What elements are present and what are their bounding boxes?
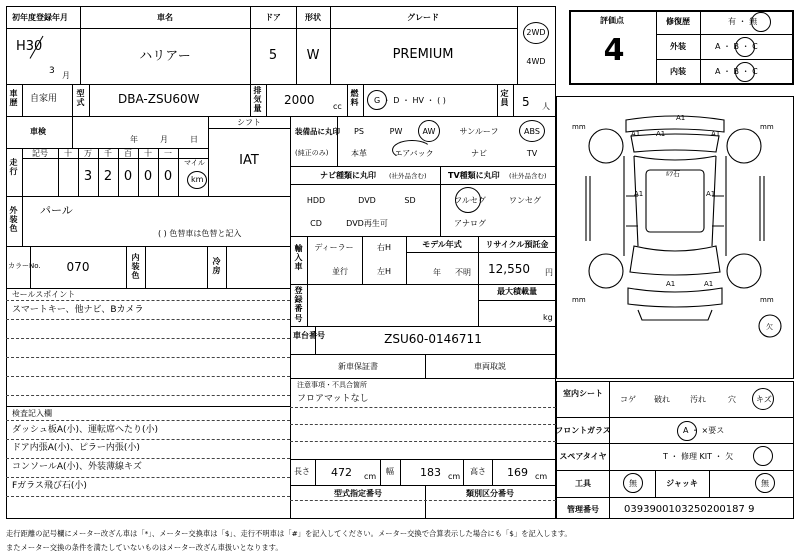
navi-sd: SD [404,196,416,205]
equip-pw: PW [389,127,403,136]
shape-value: W [306,48,320,63]
notices-label: 注意事項・不具合箇所 [297,381,367,389]
mile-unit: マイル [184,159,205,167]
damage-mark-6: A1 [666,280,676,288]
damage-mark-4: A1 [634,190,644,198]
equip-tv: TV [526,149,538,158]
grade-label: グレード [407,13,439,22]
vehicle-manual: 車両取説 [474,362,506,371]
interior-options: A ・ B ・ C [715,67,758,76]
recycle-value: 12,550 [488,262,530,276]
sheet-opt-0: コゲ [620,395,636,404]
equip-airbag-circle [392,140,432,160]
model-name-label: 車名 [157,13,173,22]
equipment-label: 装備品に丸印 [295,127,340,136]
length-label: 長さ [294,467,310,476]
windshield-label: フロントガラス [555,426,611,435]
length-cm: cm [364,472,377,481]
interior-sheet-label: 室内シート [563,389,603,398]
import-left-h: 左H [376,267,392,276]
equip-ps: PS [354,127,364,136]
max-load-kg: kg [543,313,553,322]
equip-aw: AW [422,127,436,136]
interior-label: 内装 [670,67,686,76]
registration-label: 登録番号 [294,286,303,323]
sales-points-text: スマートキー、他ナビ、Bカメラ [12,305,144,315]
car-diagram [556,96,794,379]
max-load-label: 最大積載量 [497,287,537,296]
mileage-digit-5: 0 [163,169,173,184]
navi-cd: CD [310,219,322,228]
type-cert-label-1: 型式指定番号 [334,489,382,498]
color-note: ( ) 色替車は色替と記入 [158,229,242,238]
footer-line-1: 走行距離の記号欄にメーター改ざん車は「*」、メーター交換車は「$」、走行不明車は「#」を記入してください。メーター交換で合算表示した場合にも「$」を記入します。 [6,529,572,538]
height-cm: cm [535,472,548,481]
drive-4wd: 4WD [526,57,546,66]
cc-unit: cc [333,102,342,111]
exterior-label: 外装 [670,42,686,51]
sheet-opt-4: キズ [756,395,772,404]
inspector-note-line-2: コンソールA(小)、外装薄線キズ [12,462,142,472]
type-value: DBA-ZSU60W [118,92,200,106]
digit-header-2: 千 [104,149,112,158]
mileage-digit-3: 0 [123,169,133,184]
mileage-digit-4: 0 [143,169,153,184]
digit-header-5: 一 [164,149,172,158]
recycle-label: リサイクル預託金 [485,240,549,249]
color-value: パール [40,204,73,217]
spare-missing-circle [753,446,773,466]
ac-label: 冷房 [212,257,221,276]
mm-mark-2: mm [760,123,774,131]
navi-dvd-play: DVD再生可 [346,219,388,228]
digit-header-4: 十 [144,149,152,158]
width-label: 幅 [386,467,394,476]
capacity-unit: 人 [542,102,550,111]
displacement-value: 2000 [284,93,315,107]
model-year-unit: 年 [433,268,441,277]
new-car-warranty: 新車保証書 [338,362,378,371]
equip-abs: ABS [524,127,540,136]
import-parallel: 並行 [332,267,348,276]
type-label: 型式 [76,89,85,108]
notices-text: フロアマットなし [297,394,369,404]
roof-note: ﾙﾌ石 [666,170,680,178]
recycle-yen: 円 [545,268,553,277]
damage-mark-0: A1 [676,114,686,122]
height-label: 高さ [470,467,486,476]
inspection-day: 日 [190,135,198,144]
digit-header-3: 百 [124,149,132,158]
damage-mark-7: A1 [704,280,714,288]
management-label: 管理番号 [567,505,599,514]
model-year-label: モデル年式 [422,240,462,249]
inspection-month: 月 [160,135,168,144]
km-unit: km [191,175,204,184]
import-right-h: 右H [376,243,392,252]
damage-mark-5: A1 [706,190,716,198]
jack-label: ジャッキ [666,479,698,488]
first-reg-month: 3 [49,66,55,76]
chip-mark: 欠 [766,323,773,331]
inspection-label: 車検 [30,127,46,136]
equipment-sublabel: (純正のみ) [295,149,329,157]
sheet-opt-2: 汚れ [690,395,706,404]
inspector-note-line-1: ドア内張A(小)、ピラー内張(小) [12,443,140,453]
grade-value: PREMIUM [392,47,454,62]
sheet-opt-1: 破れ [654,395,670,404]
doors-label: ドア [265,13,281,22]
sheet-opt-3: 穴 [728,395,736,404]
color-label: 外装色 [9,206,18,234]
navi-type-sub: (社外品含む) [389,172,427,180]
color-no-value: 070 [66,260,90,274]
first-reg-label: 初年度登録年月 [12,13,68,22]
mileage-digit-1: 3 [83,169,93,184]
color-no-label: カラーNo. [8,262,41,270]
inspector-note-line-3: Fガラス飛び石(小) [12,481,87,491]
mileage-digit-2: 2 [103,169,113,184]
width-cm: cm [448,472,461,481]
score-label: 評価点 [600,16,624,25]
digit-header-0: 十 [64,149,72,158]
sales-points-label: セールスポイント [12,290,76,299]
displacement-label: 排気量 [253,86,262,114]
tv-type-sub: (社外品含む) [509,172,547,180]
doors-value: 5 [268,48,278,63]
mileage-label: 走行 [9,158,18,177]
model-name: ハリアー [139,49,191,64]
interior-color-label: 内装色 [131,253,140,281]
shift-label: シフト [237,118,261,127]
fuel-label: 燃料 [350,89,359,108]
damage-mark-1: A1 [631,130,641,138]
spare-tire-options: T ・ 修理 KIT ・ 欠 [663,452,734,461]
type-cert-label-2: 類別区分番号 [466,489,514,498]
navi-type-label: ナビ種類に丸印 [320,171,376,180]
inspector-notes-label: 検査記入欄 [12,409,52,418]
tv-fullseg: フルセグ [454,196,486,205]
chassis-label: 車台番号 [293,331,325,340]
damage-mark-3: A1 [656,130,666,138]
equip-leather: 本革 [351,149,367,158]
fuel-options: G ・ D ・ HV ・ ( ) [374,96,446,105]
shape-label: 形状 [305,13,321,22]
interior-b-circle [735,62,755,82]
month-unit: 月 [62,71,70,80]
digit-header-1: 万 [84,149,92,158]
exterior-options: A ・ B ・ C [715,42,758,51]
drive-2wd: 2WD [526,28,546,37]
tv-oneseg: ワンセグ [509,196,541,205]
shift-value: IAT [239,153,259,168]
spare-tire-label: スペアタイヤ [559,452,607,461]
mm-mark-4: mm [760,296,774,304]
height-value: 169 [507,466,528,479]
mileage-symbol-label: 記号 [32,149,48,158]
inspector-note-line-0: ダッシュ板A(小)、運転席へたり(小) [12,425,159,435]
first-reg-era: H30 [16,39,43,54]
damage-mark-2: A1 [711,130,721,138]
length-value: 472 [331,466,352,479]
jack-value: 無 [761,479,769,488]
capacity-value: 5 [522,95,530,109]
tv-analog: アナログ [454,219,486,228]
repair-options: 有 ・ 無 [728,17,758,26]
capacity-label: 定員 [500,89,509,108]
tv-type-label: TV種類に丸印 [448,171,500,180]
import-label: 輸入車 [294,244,303,272]
windshield-options: A ・ ×要ス [683,426,725,435]
navi-dvd: DVD [358,196,376,205]
import-dealer: ディーラー [314,243,354,252]
usage-value: 自家用 [30,94,58,104]
repair-label: 修復歴 [666,17,690,26]
usage-label: 車歴 [9,89,18,108]
tools-value: 無 [629,479,637,488]
navi-hdd: HDD [306,196,326,205]
width-value: 183 [420,466,441,479]
equip-navi: ナビ [471,149,487,158]
score-value: 4 [603,33,625,68]
equip-sunroof: サンルーフ [459,127,499,136]
chassis-value: ZSU60-0146711 [384,332,482,346]
mm-mark-1: mm [572,123,586,131]
exterior-b-circle [735,37,755,57]
equip-airbag: エアバック [394,149,434,158]
tools-label: 工具 [575,479,591,488]
mm-mark-3: mm [572,296,586,304]
model-year-unknown: 不明 [455,268,471,277]
management-value: 0393900103250200187 9 [624,504,755,515]
footer-line-2: またメーター交換の条件を満たしていないものはメーター改ざん車扱いとなります。 [6,543,283,552]
inspection-year: 年 [130,135,138,144]
repair-none-circle [751,12,771,32]
